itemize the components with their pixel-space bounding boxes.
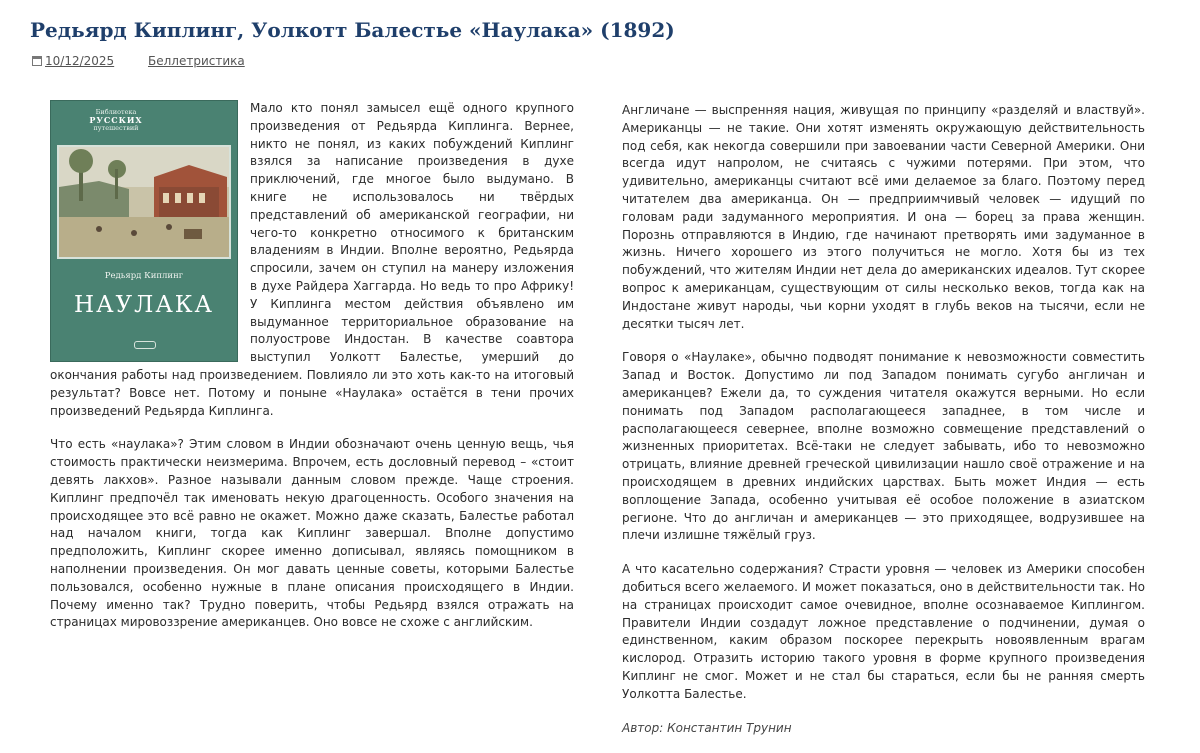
paragraph: Мало кто понял замысел ещё одного крупного произведения от Редьярда Киплинга. Вернее, никто не понял, из каких побуждений Киплинг взялся за написание произведения в духе приключений, где многое было выдумано. В книге не использовалось ни твёрдых представлений об американской географии, ни чего-то конкретно относимого к британским владениям в Индии. Вполне вероятно, Редьярда спросили, зачем он ступил на манеру изложения в духе Райдера Хаггарда. Но ведь то про Африку! У Киплинга местом действия объявлено им выдуманное территориальное образование на полуострове Индостан. В качестве соавтора выступил Уолкотт Балестье, умерший до окончания работы над произведением. Повлияло ли это хоть как-то на итоговый результат? Вовсе нет. Потому и поныне «Наулака» остаётся в тени прочих произведений Редьярда Киплинга. bbox=[50, 101, 574, 418]
paragraph: А что касательно содержания? Страсти уровня — человек из Америки способен добиться всего желаемого. И может показаться, оно в действительности так. Но на страницах происходит самое очевидное, вполне осознаваемое Киплингом. Правители Индии создадут ложное представление о подчинении, думая о единственном, каким образом поскорее перекрыть новоявленным врагам кислород. Отразить историю такого уровня в форме крупного произведения Киплинг не смог. Может и не стал бы стараться, если бы не ранняя смерть Уолкотта Балестье. bbox=[622, 562, 1145, 701]
author-signature: Автор: Константин Трунин bbox=[622, 720, 792, 735]
category-link[interactable]: Беллетристика bbox=[148, 54, 245, 68]
cover-illustration bbox=[57, 145, 231, 259]
post-date-link[interactable]: 10/12/2025 bbox=[45, 54, 115, 68]
paragraph: Что есть «наулака»? Этим словом в Индии обозначают очень ценную вещь, чья стоимость практически неизмерима. Впрочем, есть дословный перевод – «стоит девять лакхов». Разное называли данным словом прежде. Чаще строения. Киплинг предпочёл так именовать некую драгоценность. Особого значения на происходящее это всё равно не окажет. Можно даже сказать, Балестье работал над началом книги, тогда как Киплинг завершал. Вполне допустимо предположить, Киплинг скорее именно дописывал, являясь помощником в наполнении произведения. Он мог давать ценные советы, которыми Балестье пользовался, особенно нужные в плане описания происходящего в Индии. Почему именно так? Трудно поверить, чтобы Редьярд взялся отражать на страницах мировоззрение американцев. Оно вовсе не схоже с английским. bbox=[50, 437, 574, 630]
paragraph: Говоря о «Наулаке», обычно подводят понимание к невозможности совместить Запад и Восток. Допустимо ли под Западом понимать сугубо англичан и американцев? Ежели да, то суждения читателя окажутся верными. Но если понимать под Западом располагающееся западнее, в том числе и располагающееся севернее, вполне возможно совмещение представлений о жизненных приоритетах. Всё-таки не следует забывать, ибо то невозможно отрицать, влияние древней греческой цивилизации нашло своё отражение и на происходящем в древних индийских царствах. Быть может Индия — есть воплощение Запада, особенно учитывая её особое положение в азиатском регионе. Что до англичан и американцев — это приходящее, водрузившее на плечи излишне тяжёлый груз. bbox=[622, 350, 1145, 543]
cover-author: Редьярд Киплинг bbox=[104, 271, 184, 281]
book-cover-image bbox=[50, 100, 238, 362]
paragraph: Англичане — выспренняя нация, живущая по принципу «разделяй и властвуй». Американцы — не такие. Они хотят изменять окружающую действительность под себя, как некогда совершили при завоевании части Северной Америки. Они всегда идут напролом, не считаясь с чужими потерями. При этом, что удивительно, американцы считают всё ими делаемое за благо. Поэтому перед читателем два американца. Он — предприимчивый человек — идущий по головам ради задуманного мероприятия. И она — борец за права женщин. Порознь отправляются в Индию, где начинают претворять ими задуманное в жизнь. Ничего хорошего из этого получиться не могло. Хотя бы из тех побуждений, что жителям Индии нет дела до американских идеалов. Тут скорее вопрос к американцам, существующим от силы несколько веков, тогда как на Индостане живут народы, чьи корни уходят в глубь веков на тысячи, если не десятки тысяч лет. bbox=[622, 103, 1145, 331]
cover-series: Библиотека РУССКИХ путешествий bbox=[89, 108, 143, 132]
post-meta bbox=[32, 54, 245, 68]
ornament-icon bbox=[134, 341, 156, 349]
article-column-right bbox=[622, 102, 1145, 753]
article-column-left bbox=[50, 100, 574, 648]
calendar-icon bbox=[32, 56, 42, 66]
article-title: Редьярд Киплинг, Уолкотт Балестье «Наулака» (1892) bbox=[30, 18, 675, 42]
cover-title: НАУЛАКА bbox=[74, 292, 214, 318]
